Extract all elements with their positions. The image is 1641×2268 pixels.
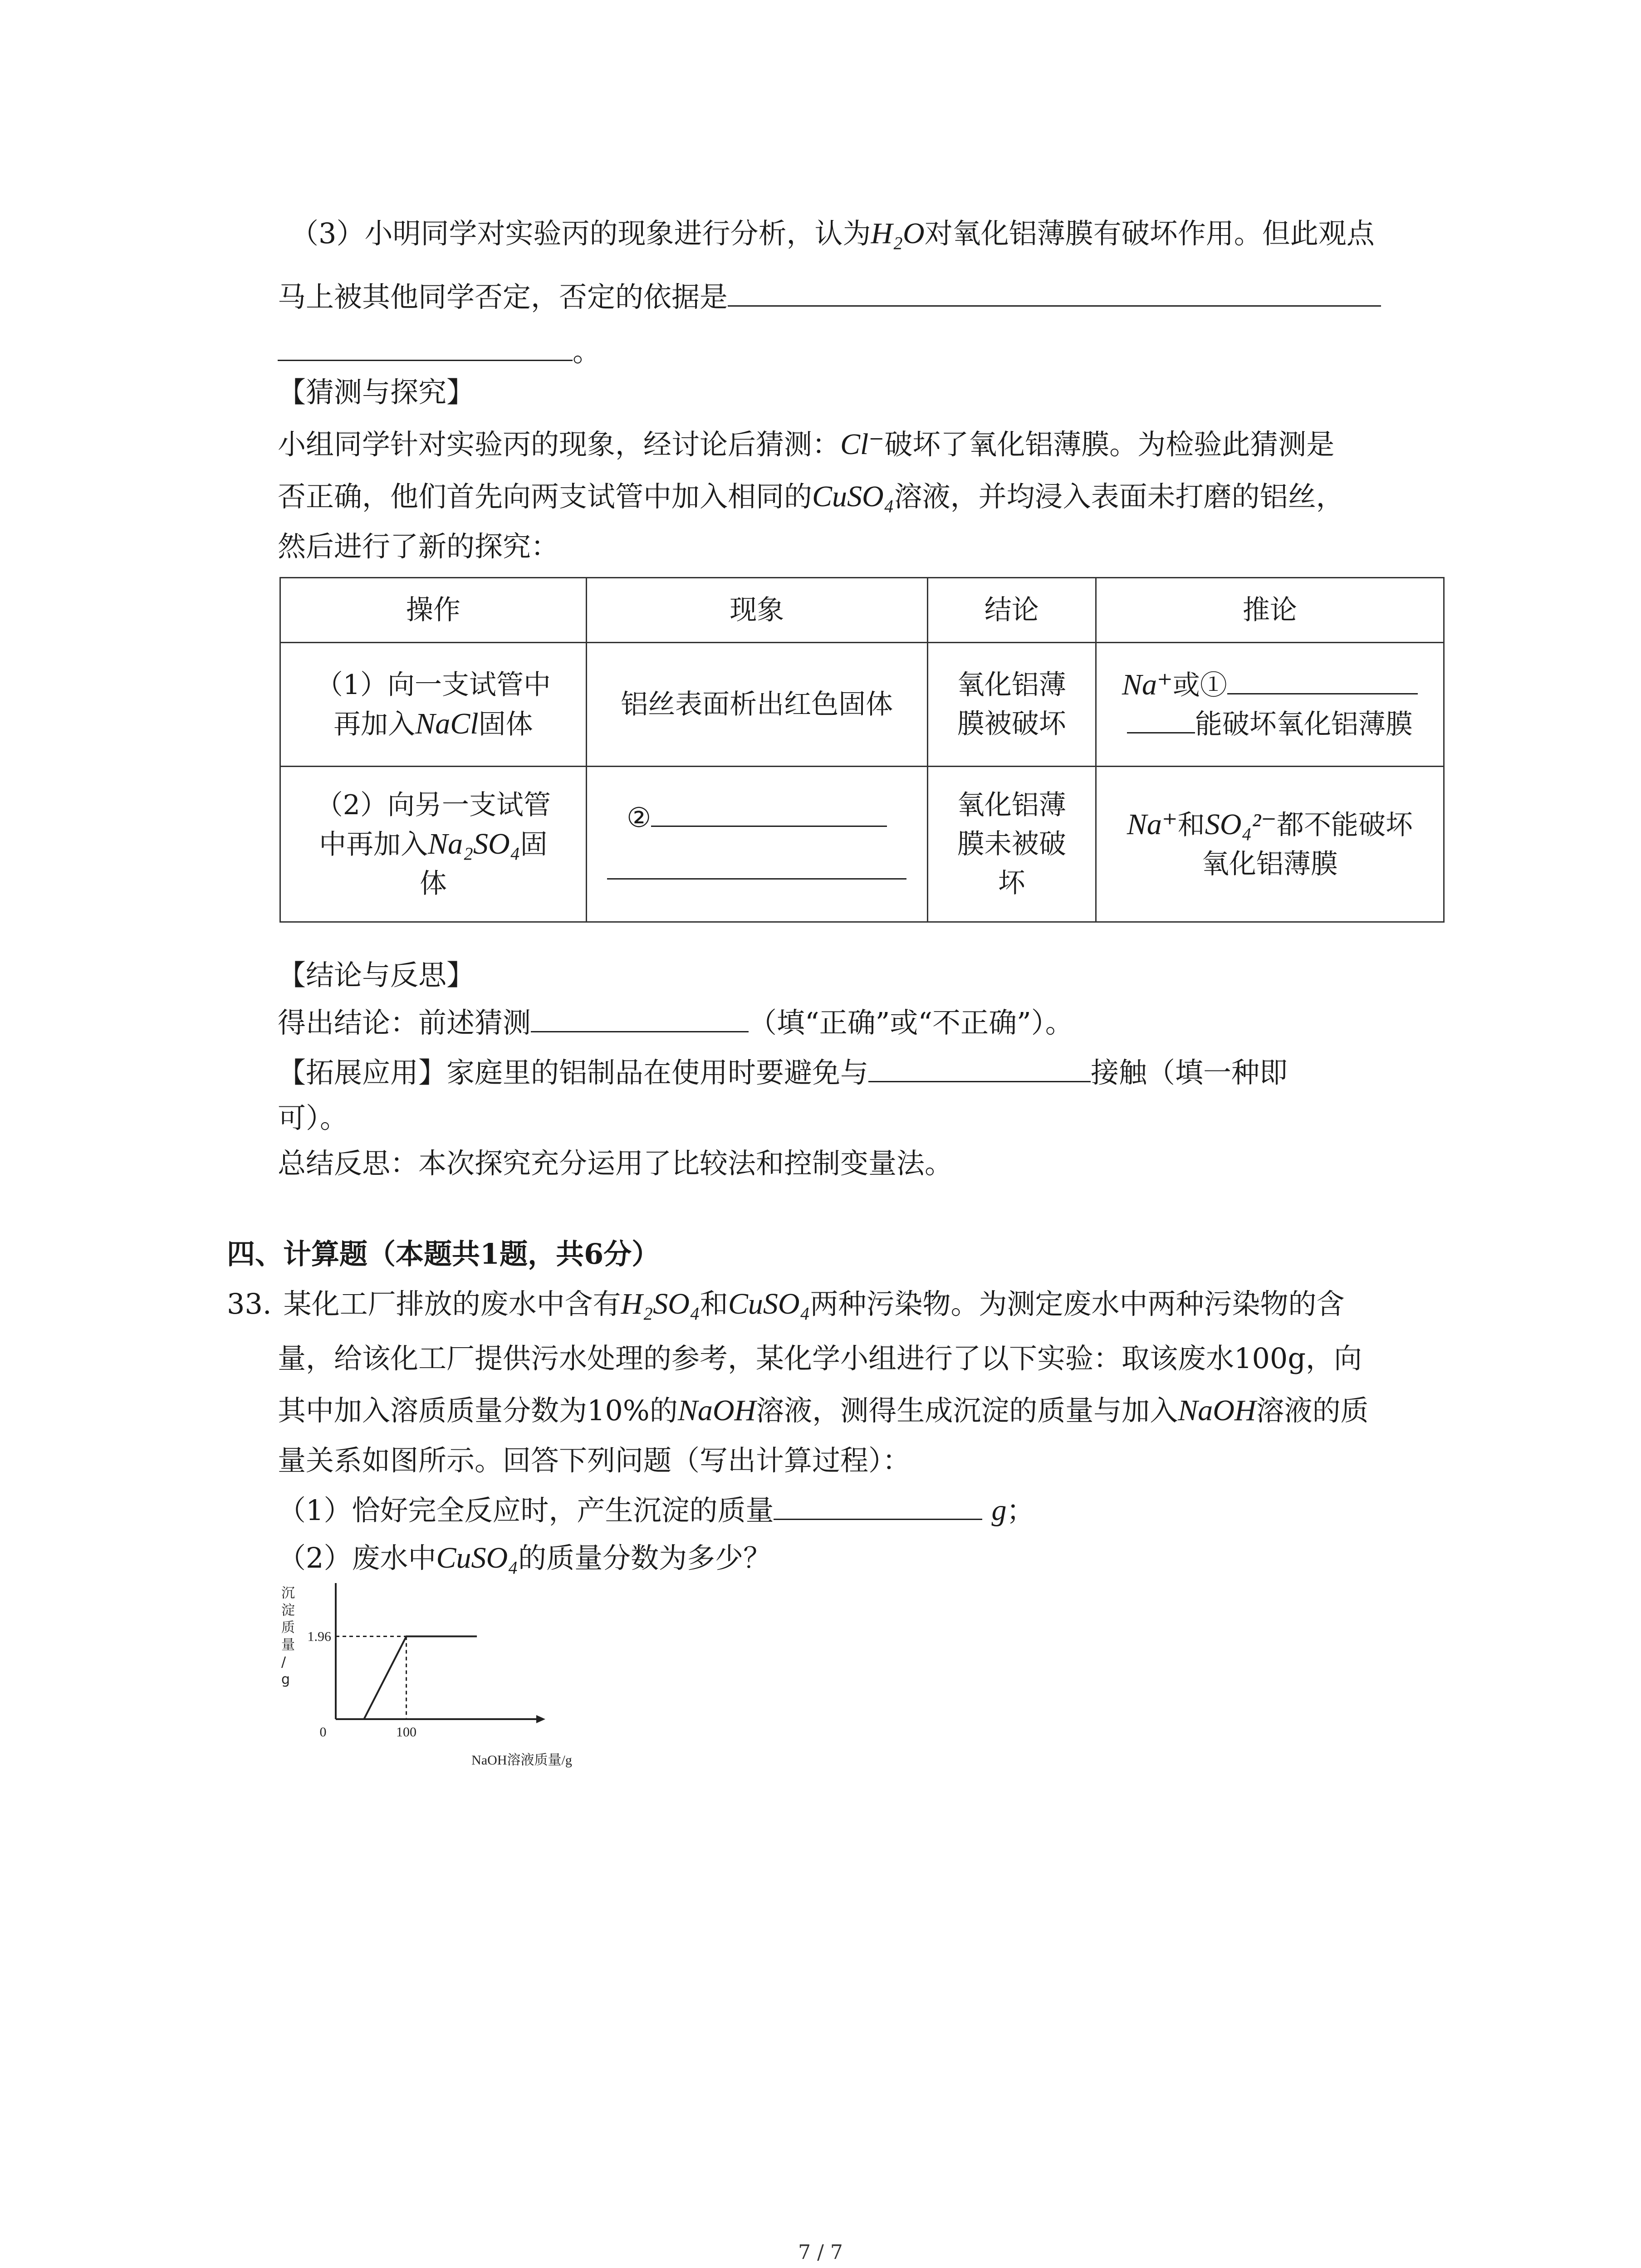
guess-line2 <box>278 476 1344 517</box>
guess-text: 否正确，他们首先向两支试管中加入相同的 <box>278 480 813 513</box>
q33-text: 的 <box>649 1394 678 1427</box>
q33-text: 和 <box>700 1287 728 1320</box>
answer-blank[interactable] <box>651 803 887 827</box>
y-axis-label: 沉淀质量/ g <box>281 1585 295 1687</box>
q33-text: 两种污染物。为测定废水中两种污染物的含 <box>810 1287 1345 1320</box>
cell-text: 再加入 <box>333 708 416 740</box>
cell-text: （1）向一支试管中 <box>315 669 551 701</box>
q33-text: 溶液，测得生成沉淀的质量与加入 <box>756 1394 1178 1427</box>
q3-text: 。 <box>573 335 601 368</box>
column-header: 现象 <box>586 578 927 643</box>
cell-text-line <box>594 798 920 837</box>
q33-text: 的质量分数为多少？ <box>518 1541 772 1574</box>
table-row <box>280 643 1444 767</box>
x-axis-label: NaOH溶液质量/g <box>471 1753 572 1768</box>
q33-sub1 <box>278 1490 1034 1531</box>
formula-so4: SO₄²⁻ <box>1205 807 1277 841</box>
cell-text: 体 <box>419 867 447 899</box>
cell-text-line <box>1104 665 1436 705</box>
cell-text: （2）向另一支试管 <box>315 789 551 821</box>
formula-nacl: NaCl <box>415 707 479 740</box>
q33-line4: 量关系如图所示。回答下列问题（写出计算过程）： <box>278 1444 911 1477</box>
experiment-table <box>279 577 1445 923</box>
origin-label: 0 <box>319 1725 327 1740</box>
q33-text: 量，给该化工厂提供污水处理的参考，某化学小组进行了以下实验：取该废水 <box>278 1342 1234 1375</box>
formula-h2so4: H₂SO₄ <box>621 1287 700 1320</box>
answer-blank[interactable] <box>531 1006 749 1032</box>
cell-text-line <box>1104 705 1436 744</box>
unit-g: g <box>991 1494 1007 1527</box>
q33-value: 100g <box>1234 1342 1306 1375</box>
cell-text: 氧化铝薄 <box>957 669 1066 701</box>
q3-line2 <box>278 277 1381 318</box>
section-heading: 【结论与反思】 <box>278 958 475 992</box>
precipitate-mass-chart <box>268 1583 594 1792</box>
x-axis-arrow <box>536 1715 545 1723</box>
q3-line1 <box>290 213 1375 254</box>
operation-cell <box>280 767 587 922</box>
answer-blank[interactable] <box>774 1493 982 1520</box>
q33-text: ； <box>1006 1494 1035 1527</box>
answer-blank[interactable] <box>1227 670 1418 694</box>
formula-na: Na⁺ <box>1122 668 1173 701</box>
cell-text: 都不能破坏 <box>1276 809 1413 841</box>
conclusion-line3: 可）。 <box>278 1101 348 1134</box>
answer-blank[interactable] <box>1127 709 1195 733</box>
formula-cuso4: CuSO₄ <box>436 1541 519 1574</box>
question-number: 33. <box>227 1287 272 1320</box>
guess-text: 破坏了氧化铝薄膜。为检验此猜测是 <box>884 428 1335 461</box>
q33-text: （1）恰好完全反应时，产生沉淀的质量 <box>278 1494 774 1527</box>
conclusion-line4: 总结反思：本次探究充分运用了比较法和控制变量法。 <box>278 1147 953 1180</box>
q3-text: （3）小明同学对实验丙的现象进行分析，认为 <box>290 217 871 250</box>
cell-text: 膜被破坏 <box>957 708 1066 740</box>
q33-text: 溶液的质 <box>1256 1394 1369 1427</box>
answer-blank[interactable] <box>278 334 573 361</box>
operation-cell <box>280 643 587 767</box>
cell-text: 氧化铝薄膜 <box>1201 848 1338 880</box>
q33-text: （2）废水中 <box>278 1541 436 1574</box>
formula-na2so4: Na₂SO₄ <box>428 827 520 860</box>
cell-text: 和 <box>1177 809 1205 841</box>
cell-text-line <box>1104 805 1436 845</box>
q33-line2 <box>278 1338 1362 1379</box>
q33-text: 某化工厂排放的废水中含有 <box>283 1287 621 1320</box>
cell-text: 坏 <box>998 867 1025 899</box>
conclusion-cell <box>927 643 1096 767</box>
answer-blank[interactable] <box>868 1056 1091 1082</box>
cell-text-line <box>594 851 920 890</box>
conclusion-text: （填“正确”或“不正确”）。 <box>749 1006 1073 1039</box>
conclusion-text: 【拓展应用】家庭里的铝制品在使用时要避免与 <box>278 1056 869 1089</box>
conclusion-line2 <box>278 1052 1288 1093</box>
guess-text: 小组同学针对实验丙的现象，经讨论后猜测： <box>278 428 841 461</box>
x-tick-label: 100 <box>396 1725 417 1740</box>
q3-text: 马上被其他同学否定，否定的依据是 <box>278 280 728 313</box>
formula-h2o: H₂O <box>871 217 925 250</box>
column-header: 操作 <box>280 578 587 643</box>
q33-text: 其中加入溶质质量分数为 <box>278 1394 588 1427</box>
section-title: 四、计算题（本题共1题，共6分） <box>227 1237 660 1271</box>
conclusion-line1 <box>278 1002 1073 1043</box>
formula-cl: Cl⁻ <box>840 428 885 461</box>
section-heading: 【猜测与探究】 <box>278 376 475 409</box>
q33-value: 10% <box>587 1394 650 1427</box>
formula-naoh: NaOH <box>677 1394 756 1427</box>
inference-cell <box>1096 643 1444 767</box>
answer-blank[interactable] <box>607 855 906 880</box>
cell-text-line <box>288 825 578 864</box>
guess-line3: 然后进行了新的探究： <box>278 530 559 563</box>
cell-text: 或① <box>1172 669 1227 701</box>
formula-cuso4: CuSO₄ <box>728 1287 810 1320</box>
cell-text: 氧化铝薄 <box>957 789 1066 821</box>
q3-text: 对氧化铝薄膜有破坏作用。但此观点 <box>924 217 1375 250</box>
q33-line3 <box>278 1390 1369 1431</box>
answer-blank[interactable] <box>728 280 1381 307</box>
q33-text: ，向 <box>1306 1342 1362 1375</box>
conclusion-cell <box>927 767 1096 922</box>
column-header: 结论 <box>927 578 1096 643</box>
page-number: 7 / 7 <box>798 2241 843 2264</box>
phenomenon-cell: 铝丝表面析出红色固体 <box>586 643 927 767</box>
cell-text: 固 <box>520 828 548 860</box>
inference-cell <box>1096 767 1444 922</box>
y-tick-label: 1.96 <box>307 1629 331 1644</box>
table-header-row <box>280 578 1444 643</box>
cell-text: 固体 <box>478 708 533 740</box>
phenomenon-cell <box>586 767 927 922</box>
cell-text-line <box>288 704 578 744</box>
cell-text: 中再加入 <box>319 828 428 860</box>
formula-cuso4: CuSO₄ <box>812 480 894 513</box>
q3-line3 <box>278 331 601 372</box>
table-row <box>280 767 1444 922</box>
cell-text: 能破坏氧化铝薄膜 <box>1195 708 1413 740</box>
series-line <box>364 1637 477 1719</box>
guess-text: 溶液，并均浸入表面未打磨的铝丝， <box>894 480 1344 513</box>
cell-text: 膜未被破 <box>957 828 1066 860</box>
formula-naoh: NaOH <box>1178 1394 1256 1427</box>
conclusion-text: 接触（填一种即 <box>1091 1056 1288 1089</box>
conclusion-text: 得出结论：前述猜测 <box>278 1006 531 1039</box>
cell-text: ② <box>627 802 652 834</box>
column-header: 推论 <box>1096 578 1444 643</box>
q33-sub2 <box>278 1538 771 1579</box>
formula-na: Na⁺ <box>1127 807 1178 841</box>
guess-line1 <box>278 424 1334 465</box>
q33-line1 <box>227 1284 1345 1325</box>
